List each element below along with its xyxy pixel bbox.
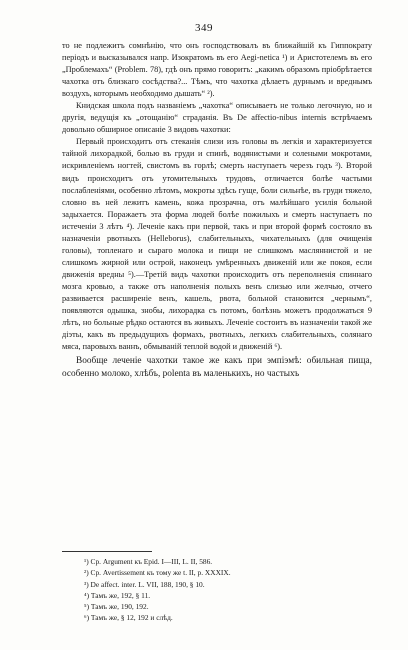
paragraph-knidos-school: Книдская школа подъ названіемъ „чахотка“ описываетъ не только легочную, но и другія, ведущія къ „отощанію“ страданія. Въ De affectio-nibus internis встрѣчаемъ довольно обширное описаніе 3 видовъ чахотки: (62, 101, 372, 135)
footnote-2: ²) Ср. Avertissement къ тому же t. II, p. XXXIX. (84, 568, 231, 578)
paragraph-three-types: Первый происходитъ отъ стеканія слизи изъ головы въ легкія и характеризуется тайной лихорадкой, болью въ груди и спинѣ, водянистыми и солеными мокротами, искривленіемъ ногтей, свистомъ въ горлѣ; смерть наступаетъ черезъ годъ ³). Второй видъ происходитъ отъ утомительныхъ трудовъ, отличается болѣе частыми послабленіями, особенно лѣтомъ, мокроты здѣсь гуще, боли сильнѣе, въ груди тяжело, словно въ ней лежитъ камень, кожа прозрачна, отъ малѣйшаго усилія больной задыхается. Поражаетъ эта форма людей болѣе пожилыхъ и смерть наступаетъ по истеченіи 3 лѣтъ ⁴). Леченіе какъ при первой, такъ и при второй формѣ состояло въ назначеніи рвотныхъ (Helleborus), слабительныхъ, чихательныхъ (для очищенія головы), топленаго и сыраго молока и пищи не слишкомъ масляннистой и не слишкомъ жирной или острой, наконецъ умѣренныхъ движеній или же покоя, если движенія вредны ⁵).—Третій видъ чахотки происходитъ отъ переполненія спиннаго мозга кровью, а также отъ наполненія полыхъ венъ слизью или желчью, отчего развивается расширеніе венъ, кашель, рвота, больной становится „чернымъ“, появляются одышка, знобы, лихорадка съ потомъ, болѣзнь можетъ продолжаться 9 лѣтъ, но больные рѣдко остаются въ живыхъ. Леченіе состоитъ въ назначеніи такой же діэты, какъ въ предыдущихъ формахъ, рвотныхъ, легкихъ слабительныхъ, солянаго мяса, паровыхъ ваннъ, обмываній теплой водой и движеній ⁶). (62, 137, 372, 352)
page-number: 349 (195, 22, 213, 34)
paragraph-treatment: Вообще леченіе чахотки такое же какъ при эмпіэмѣ: обильная пища, особенно молоко, хлѣбъ, polenta въ маленькихъ, но частыхъ (62, 356, 372, 380)
footnote-3: ³) De affect. inter. L. VII, 188, 190, § 10. (84, 579, 205, 589)
footnote-divider (62, 551, 152, 552)
footnote-4: ⁴) Тамъ же, 192, § 11. (84, 590, 151, 600)
main-text (62, 40, 372, 382)
paragraph-continuation: то не подлежитъ сомнѣнію, что онъ господствовалъ въ ближайшій къ Гиппократу періодъ и высказывался напр. Изократомъ въ его Aegi-netica ¹) и Аристотелемъ въ его „Проблемахъ“ (Problem. 78), гдѣ онъ прямо говоритъ: „какимъ образомъ пріобрѣтается чахотка отъ близкаго сосѣдства?... Тѣмъ, что чахотка дѣлаетъ дурнымъ и вреднымъ воздухъ, которымъ необходимо дышать“ ²). (62, 41, 372, 99)
footnote-6: ⁶) Тамъ же, § 12, 192 и слѣд. (84, 613, 173, 623)
footnotes (62, 556, 372, 624)
footnote-1: ¹) Ср. Argument къ Epid. I—III, L. II, 586. (84, 557, 213, 566)
footnote-5: ⁵) Тамъ же, 190, 192. (84, 602, 149, 612)
